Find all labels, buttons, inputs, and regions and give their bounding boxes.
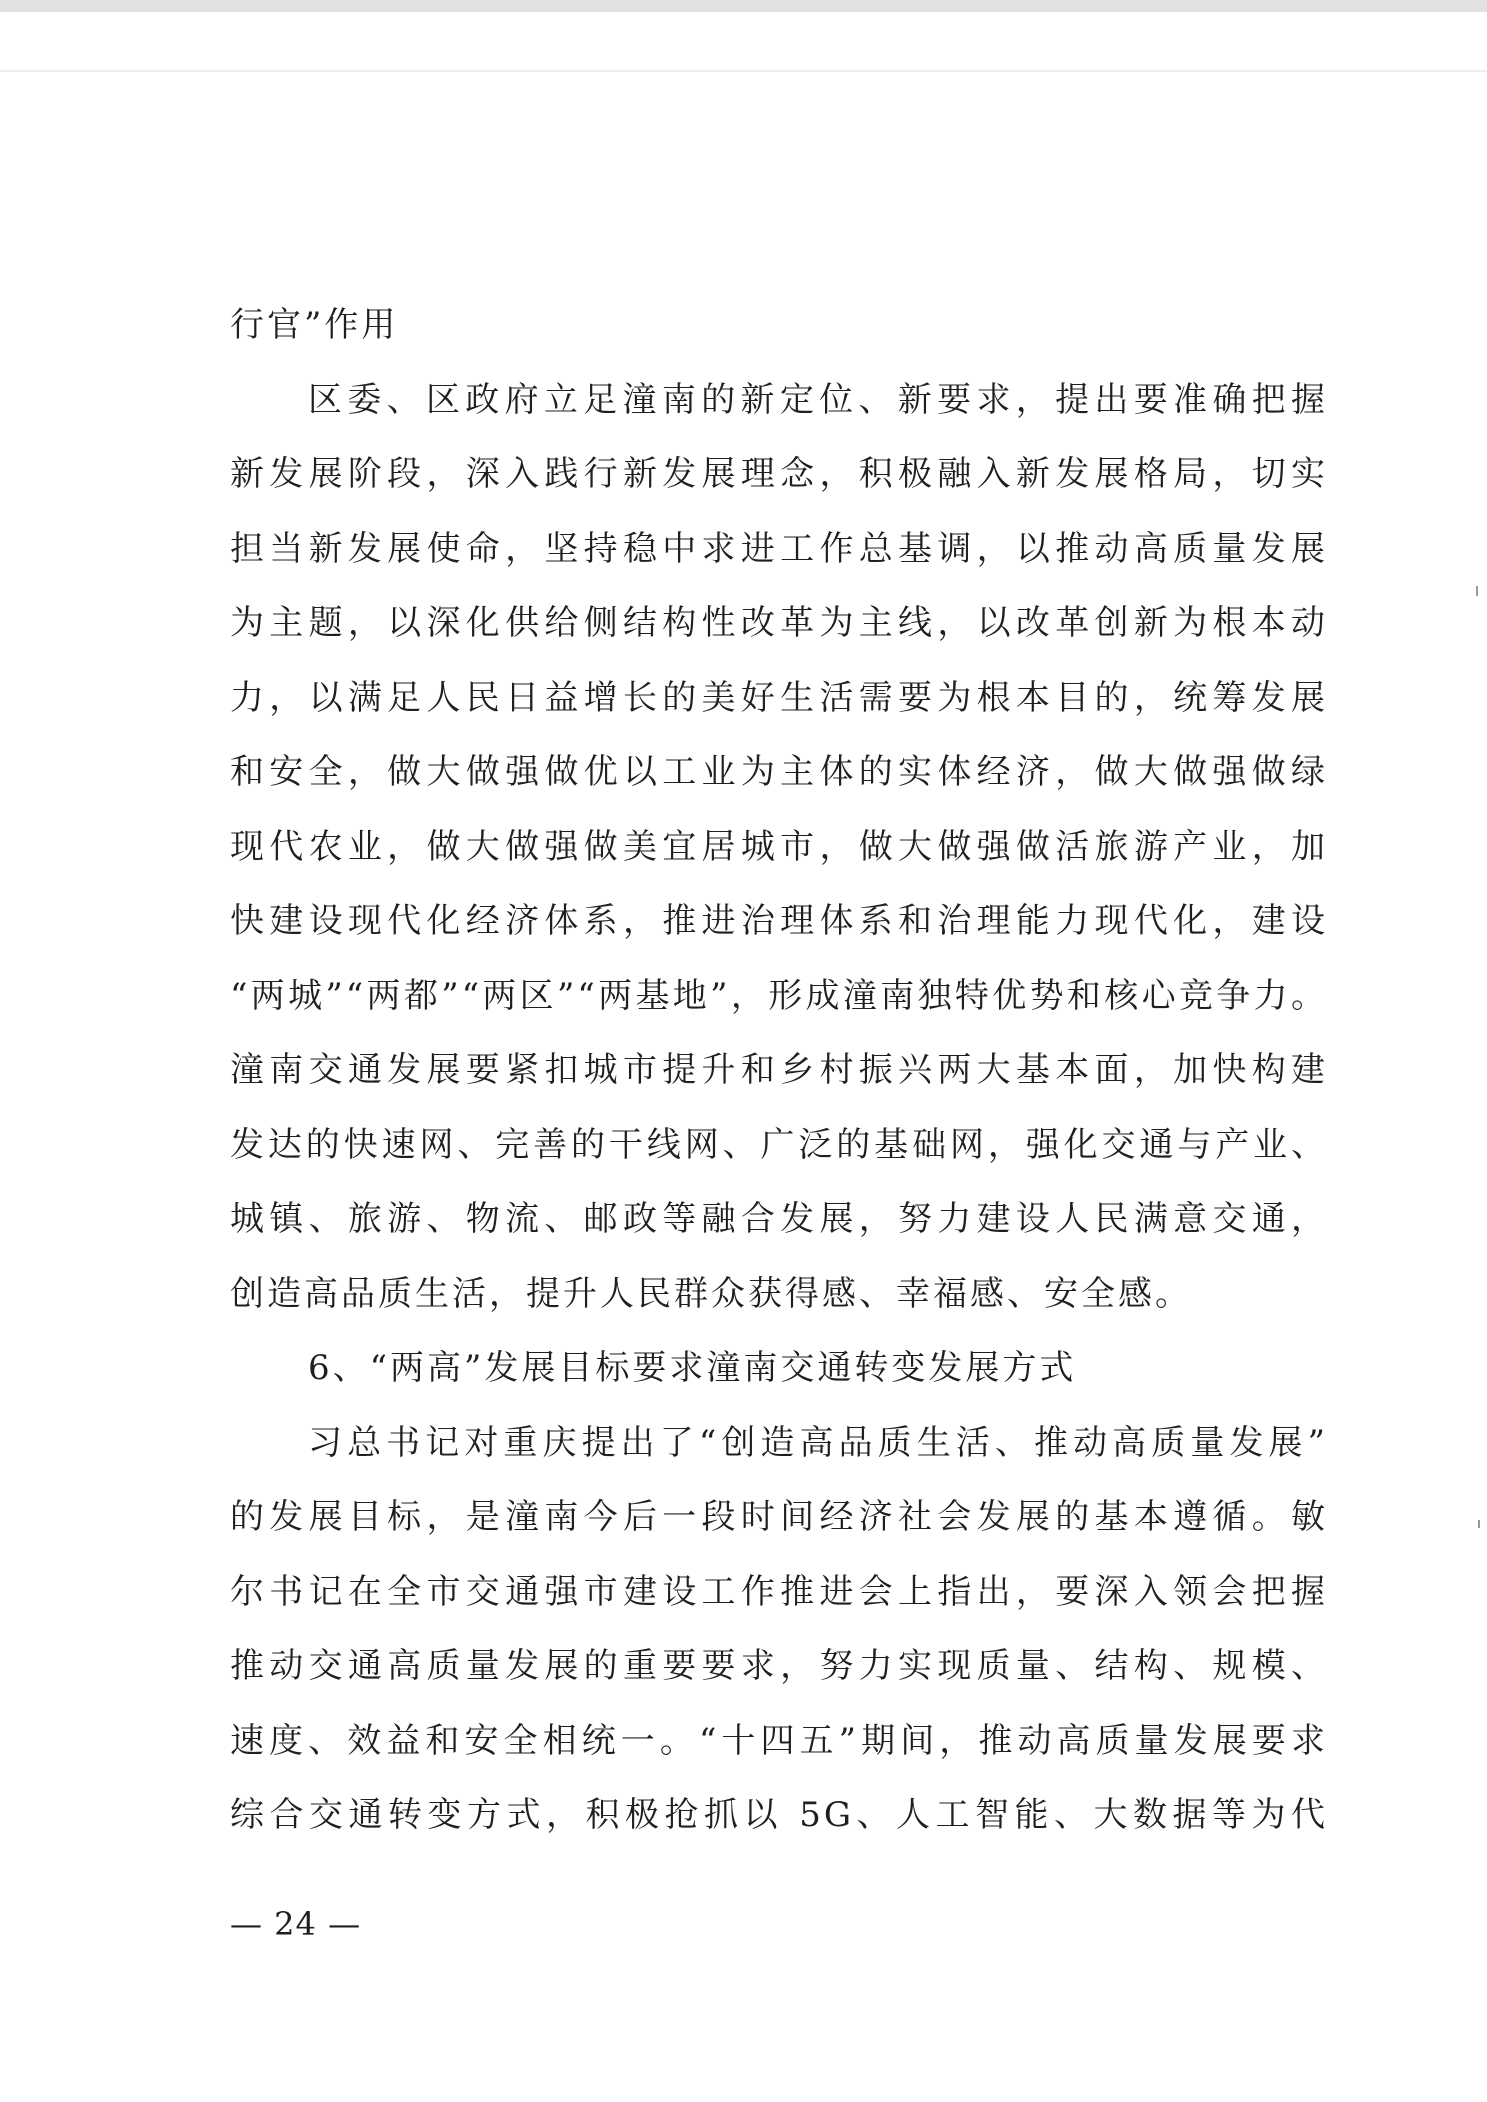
text-line: 和安全，做大做强做优以工业为主体的实体经济，做大做强做绿 [230, 752, 1328, 792]
text-line: 发达的快速网、完善的干线网、广泛的基础网，强化交通与产业、 [230, 1124, 1328, 1165]
text-line: 现代农业，做大做强做美宜居城市，做大做强做活旅游产业，加 [230, 826, 1328, 867]
text-line: 创造高品质生活，提升人民群众获得感、幸福感、安全感。 [230, 1273, 1192, 1314]
margin-mark [1478, 1520, 1480, 1528]
text-line: 习总书记对重庆提出了“创造高品质生活、推动高质量发展” [308, 1422, 1328, 1463]
text-line: 尔书记在全市交通强市建设工作推进会上指出，要深入领会把握 [230, 1571, 1328, 1612]
text-line: 综合交通转变方式，积极抢抓以 5G、人工智能、大数据等为代 [230, 1795, 1328, 1835]
page-number: — 24 — [230, 1905, 362, 1943]
text-line: 新发展阶段，深入践行新发展理念，积极融入新发展格局，切实 [230, 454, 1328, 494]
text-line: 担当新发展使命，坚持稳中求进工作总基调，以推动高质量发展 [230, 528, 1328, 569]
text-line: 为主题，以深化供给侧结构性改革为主线，以改革创新为根本动 [230, 603, 1328, 643]
scan-artifact-line [0, 70, 1487, 72]
text-line: 快建设现代化经济体系，推进治理体系和治理能力现代化，建设 [230, 901, 1328, 941]
text-line: “两城”“两都”“两区”“两基地”，形成潼南独特优势和核心竞争力。 [230, 975, 1328, 1016]
section-heading: 6、“两高”发展目标要求潼南交通转变发展方式 [308, 1348, 1077, 1388]
margin-mark [1476, 586, 1478, 596]
text-line: 的发展目标，是潼南今后一段时间经济社会发展的基本遵循。敏 [230, 1497, 1328, 1537]
text-line: 速度、效益和安全相统一。“十四五”期间，推动高质量发展要求 [230, 1720, 1328, 1761]
scan-edge [0, 0, 1487, 12]
text-line: 区委、区政府立足潼南的新定位、新要求，提出要准确把握 [308, 379, 1328, 420]
text-line: 力，以满足人民日益增长的美好生活需要为根本目的，统筹发展 [230, 677, 1328, 718]
text-line: 城镇、旅游、物流、邮政等融合发展，努力建设人民满意交通， [230, 1199, 1328, 1239]
text-line: 行官”作用 [230, 305, 399, 345]
document-body [230, 288, 1328, 1853]
text-line: 潼南交通发展要紧扣城市提升和乡村振兴两大基本面，加快构建 [230, 1050, 1328, 1090]
text-line: 推动交通高质量发展的重要要求，努力实现质量、结构、规模、 [230, 1646, 1328, 1686]
